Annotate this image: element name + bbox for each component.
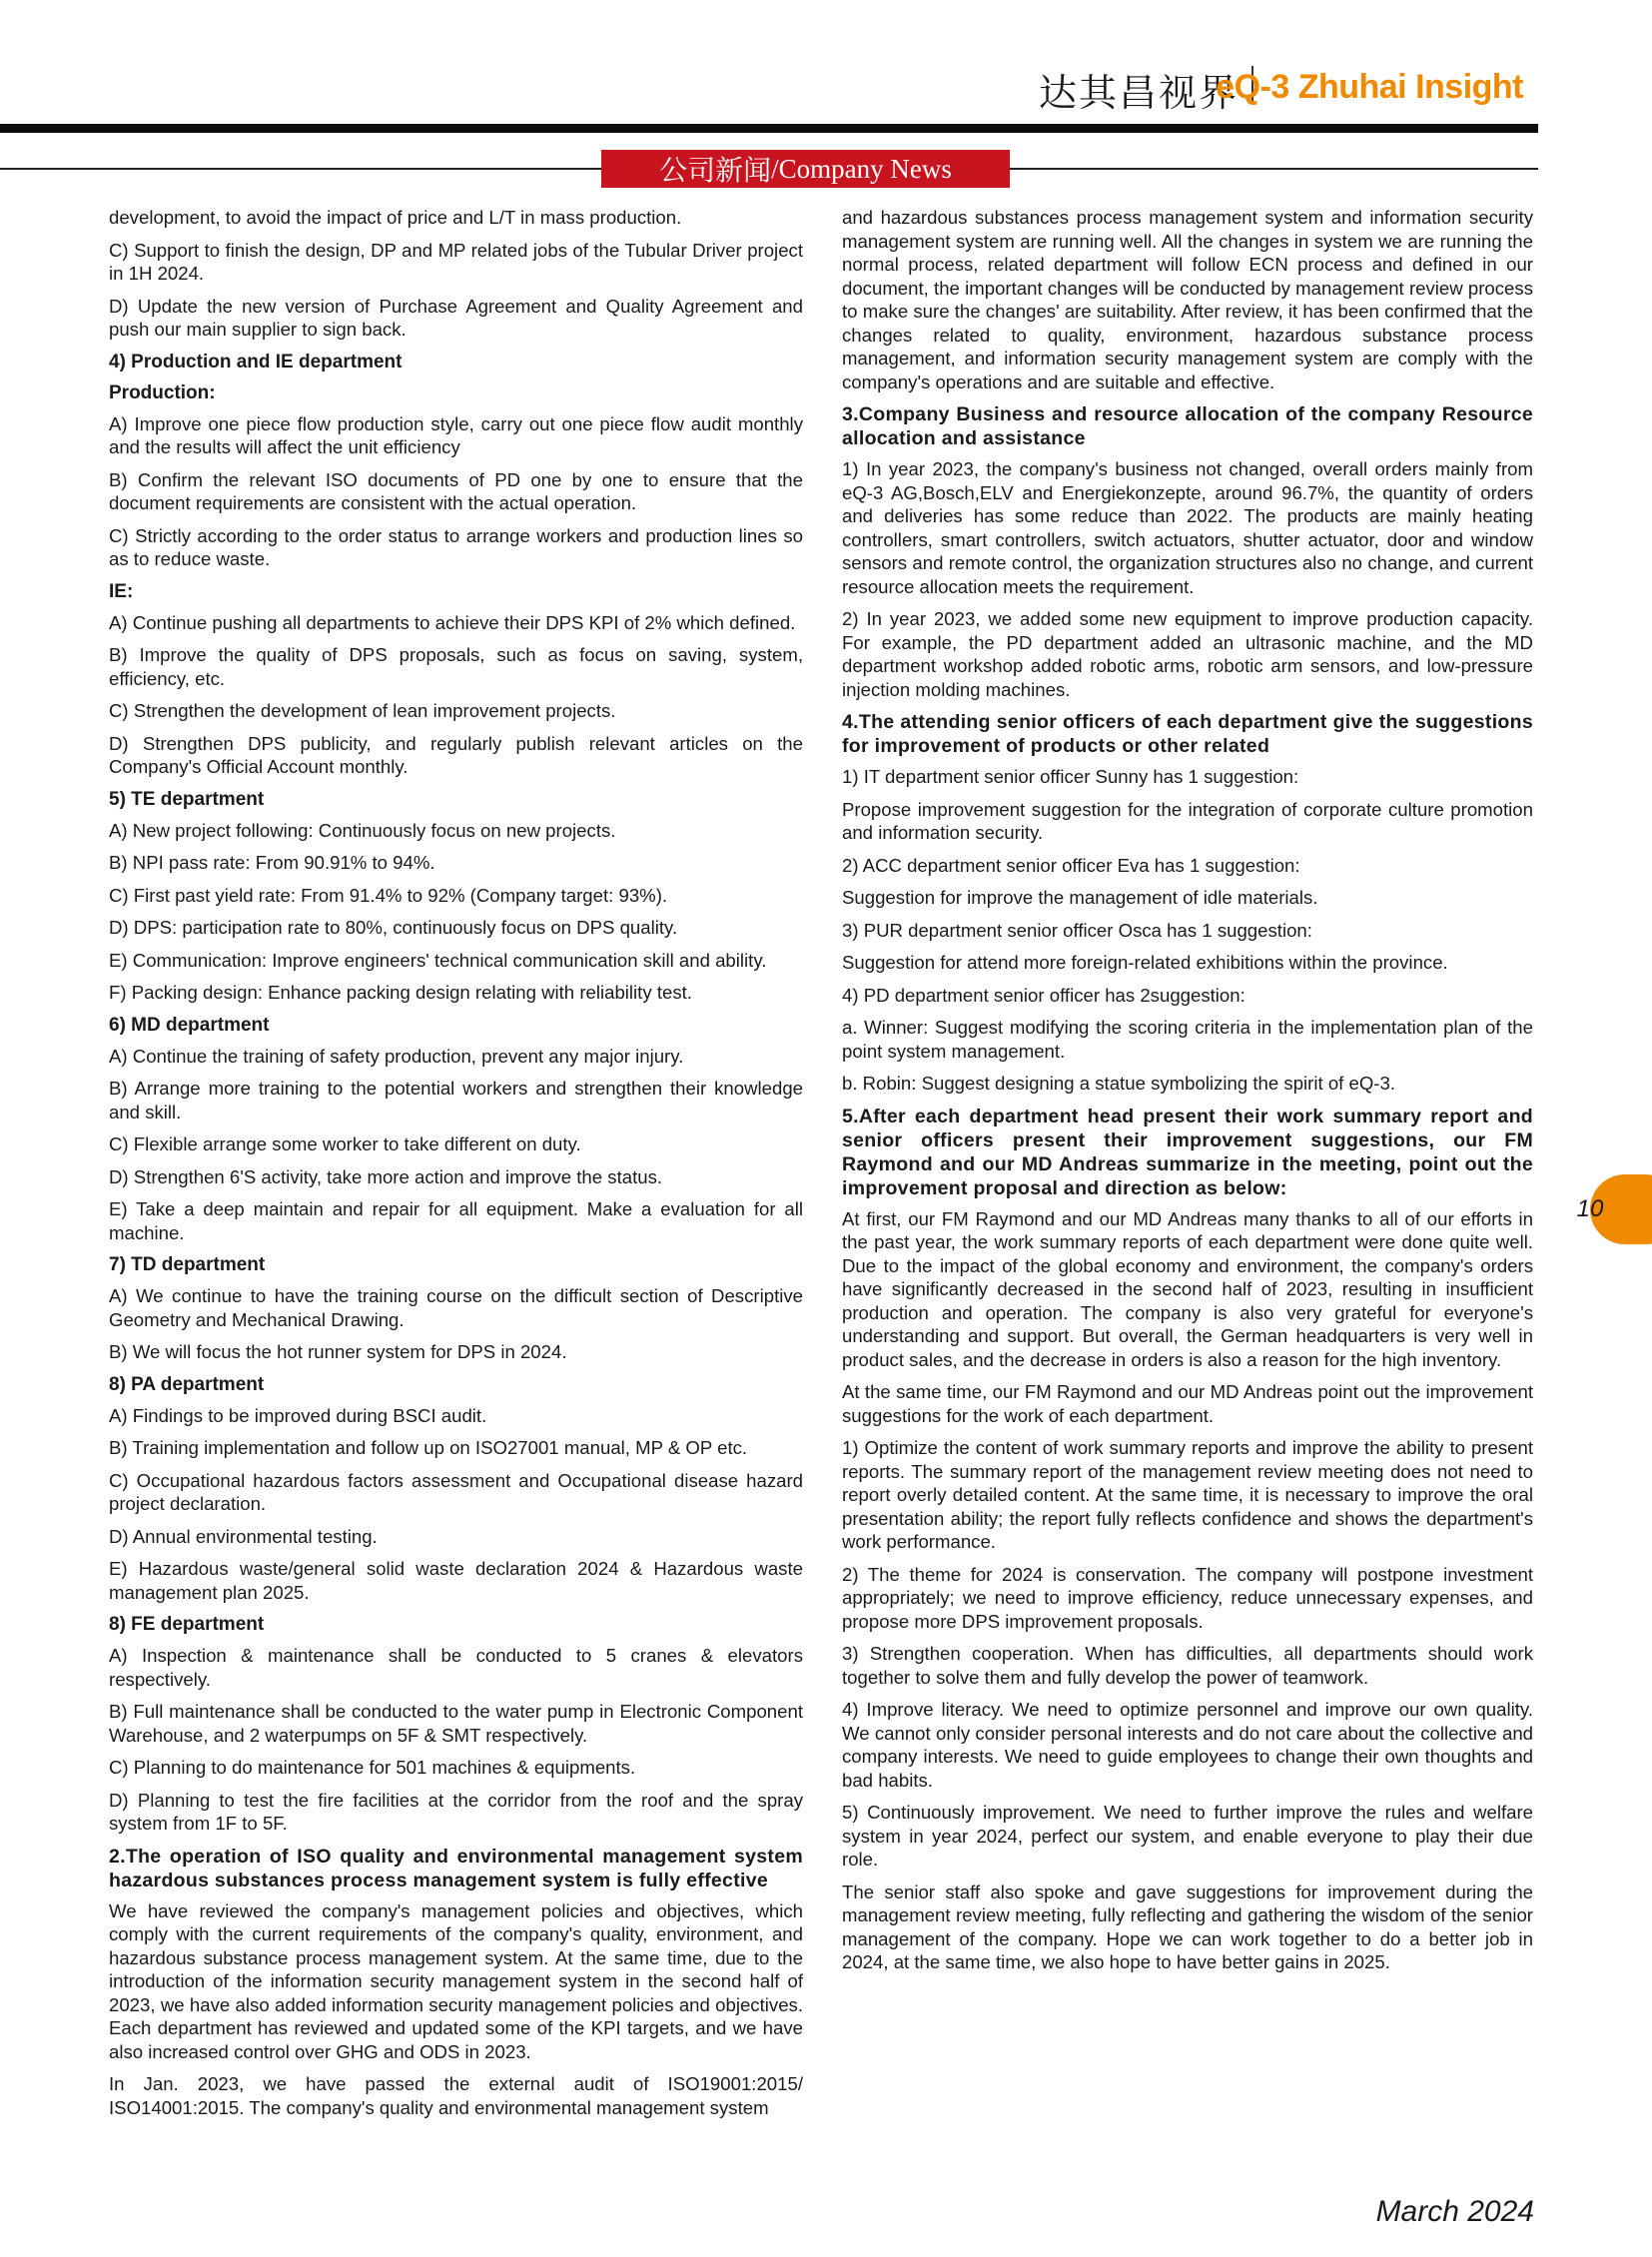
- section-heading: 5) TE department: [109, 788, 265, 810]
- paragraph: C) Support to finish the design, DP and MP related jobs of the Tubular Driver project in 1H 2024.: [109, 239, 803, 284]
- paragraph: B) We will focus the hot runner system for DPS in 2024.: [109, 1341, 567, 1362]
- paragraph: 2) ACC department senior officer Eva has 1 suggestion:: [842, 854, 1300, 876]
- paragraph: D) Planning to test the fire facilities at the corridor from the roof and the spray system from 1F to 5F.: [109, 1789, 803, 1834]
- paragraph: B) Confirm the relevant ISO documents of PD one by one to ensure that the document requirements are consistent with the actual operation.: [109, 468, 803, 513]
- paragraph: 5) Continuously improvement. We need to further improve the rules and welfare system in year 2024, perfect our system, and enable everyone to play their due role.: [842, 1802, 1533, 1870]
- paragraph: At first, our FM Raymond and our MD Andreas many thanks to all of our efforts in the past year, the work summary reports of each department were done quite well. Due to the impact of the global economy and environment, the company's orders have significantly decreased in the second half of 2023, resulting in insufficient production and operation. The company is also very grateful for everyone's understanding and support. But overall, the German headquarters is very well in product sales, and the decrease in orders is also a reason for the high inventory.: [842, 1207, 1533, 1370]
- section-heading: 2.The operation of ISO quality and environmental management system hazardous substances process management system is fully effective: [109, 1845, 803, 1891]
- section-heading: 6) MD department: [109, 1014, 270, 1036]
- paragraph: A) Improve one piece flow production style, carry out one piece flow audit monthly and the results will affect the unit efficiency: [109, 412, 803, 457]
- paragraph: D) DPS: participation rate to 80%, continuously focus on DPS quality.: [109, 917, 678, 938]
- paragraph: A) New project following: Continuously focus on new projects.: [109, 819, 616, 841]
- section-heading: 8) FE department: [109, 1614, 265, 1635]
- paragraph: B) Full maintenance shall be conducted to the water pump in Electronic Component Warehouse, and 2 waterpumps on 5F & SMT respectively.: [109, 1701, 803, 1746]
- section-heading: 7) TD department: [109, 1254, 266, 1275]
- paragraph: E) Communication: Improve engineers' technical communication skill and ability.: [109, 949, 767, 971]
- section-heading: 5.After each department head present their work summary report and senior officers present their improvement suggestions, our FM Raymond and our MD Andreas summarize in the meeting, point out the improvement proposal and direction as below:: [842, 1105, 1533, 1199]
- paragraph: A) Continue pushing all departments to achieve their DPS KPI of 2% which defined.: [109, 611, 796, 633]
- header-rule: [0, 124, 1538, 133]
- paragraph: C) Occupational hazardous factors assessment and Occupational disease hazard project declaration.: [109, 1469, 803, 1514]
- paragraph: Suggestion for attend more foreign-related exhibitions within the province.: [842, 952, 1448, 973]
- article-left-column: [109, 206, 803, 2128]
- paragraph: A) Inspection & maintenance shall be conducted to 5 cranes & elevators respectively.: [109, 1645, 803, 1690]
- paragraph: D) Update the new version of Purchase Agreement and Quality Agreement and push our main supplier to sign back.: [109, 295, 803, 340]
- paragraph: 1) In year 2023, the company's business not changed, overall orders mainly from eQ-3 AG,Bosch,ELV and Energiekonzepte, around 96.7%, the quantity of orders and deliveries has some reduce than 2022. The products are mainly heating controllers, smart controllers, switch actuators, shutter actuator, door and window sensors and remote control, the organization structures also no change, and current resource allocation meets the requirement.: [842, 458, 1533, 597]
- section-heading: 4.The attending senior officers of each department give the suggestions for improvement of products or other related: [842, 711, 1533, 757]
- paragraph: At the same time, our FM Raymond and our MD Andreas point out the improvement suggestions for the work of each department.: [842, 1381, 1533, 1426]
- paragraph: Propose improvement suggestion for the integration of corporate culture promotion and information security.: [842, 798, 1533, 843]
- page-number: 10: [1576, 1195, 1604, 1222]
- paragraph: B) Training implementation and follow up on ISO27001 manual, MP & OP etc.: [109, 1437, 748, 1458]
- paragraph: 3) PUR department senior officer Osca has 1 suggestion:: [842, 919, 1312, 941]
- section-heading: Production:: [109, 381, 216, 403]
- paragraph: development, to avoid the impact of price and L/T in mass production.: [109, 207, 682, 228]
- paragraph: A) Findings to be improved during BSCI audit.: [109, 1404, 487, 1426]
- article-right-column: [842, 206, 1533, 1983]
- paragraph: C) Strictly according to the order status to arrange workers and production lines so as to reduce waste.: [109, 524, 803, 569]
- section-heading: 8) PA department: [109, 1373, 265, 1395]
- paragraph: C) Planning to do maintenance for 501 machines & equipments.: [109, 1757, 636, 1778]
- paragraph: b. Robin: Suggest designing a statue symbolizing the spirit of eQ-3.: [842, 1073, 1395, 1094]
- section-heading: IE:: [109, 580, 134, 602]
- paragraph: C) First past yield rate: From 91.4% to 92% (Company target: 93%).: [109, 884, 668, 906]
- paragraph: C) Strengthen the development of lean improvement projects.: [109, 700, 616, 721]
- paragraph: D) Annual environmental testing.: [109, 1525, 378, 1547]
- paragraph: C) Flexible arrange some worker to take different on duty.: [109, 1133, 581, 1154]
- paragraph: and hazardous substances process management system and information security management system are running well. All the changes in system we are running the normal process, related department will follow ECN process and defined in our document, the important changes will be conducted by management review process to make sure the changes' are suitability. After review, it has been confirmed that the changes related to quality, environment, hazardous substance process management, and information security management system are comply with the company's operations and are suitable and effective.: [842, 207, 1533, 392]
- paragraph: The senior staff also spoke and gave suggestions for improvement during the management review meeting, fully reflecting and gathering the wisdom of the senior management of the company. Hope we can work together to do a better job in 2024, at the same time, we also hope to have better gains in 2025.: [842, 1881, 1533, 1972]
- paragraph: A) We continue to have the training course on the difficult section of Descriptive Geometry and Mechanical Drawing.: [109, 1285, 803, 1330]
- paragraph: 4) PD department senior officer has 2suggestion:: [842, 984, 1245, 1006]
- masthead-english-title: eQ-3 Zhuhai Insight: [1216, 68, 1523, 106]
- paragraph: E) Hazardous waste/general solid waste declaration 2024 & Hazardous waste management plan 2025.: [109, 1558, 803, 1603]
- paragraph: We have reviewed the company's management policies and objectives, which comply with the current requirements of the company's quality, environment, and hazardous substance process management system. At the same time, due to the introduction of the information security management system in the second half of 2023, we have also added information security management policies and objectives. Each department has reviewed and updated some of the KPI targets, and we have also increased control over GHG and ODS in 2023.: [109, 1899, 803, 2062]
- paragraph: E) Take a deep maintain and repair for all equipment. Make a evaluation for all machine.: [109, 1198, 803, 1243]
- paragraph: a. Winner: Suggest modifying the scoring criteria in the implementation plan of the point system management.: [842, 1017, 1533, 1062]
- paragraph: B) NPI pass rate: From 90.91% to 94%.: [109, 852, 435, 873]
- section-heading: 3.Company Business and resource allocation of the company Resource allocation and assistance: [842, 403, 1533, 449]
- section-label-english: Company News: [778, 153, 952, 184]
- section-heading: 4) Production and IE department: [109, 351, 403, 373]
- section-label-separator: /: [771, 153, 779, 184]
- paragraph: 4) Improve literacy. We need to optimize personnel and improve our own quality. We cannot only consider personal interests and do not care about the collective and company interests. We need to guide employees to change their own thoughts and bad habits.: [842, 1699, 1533, 1791]
- masthead-chinese-title: 达其昌视界: [1038, 71, 1239, 115]
- issue-date: March 2024: [1375, 2195, 1534, 2228]
- paragraph: In Jan. 2023, we have passed the external audit of ISO19001:2015/ ISO14001:2015. The company's quality and environmental management system: [109, 2073, 803, 2118]
- paragraph: Suggestion for improve the management of idle materials.: [842, 887, 1318, 908]
- paragraph: D) Strengthen DPS publicity, and regularly publish relevant articles on the Company's Official Account monthly.: [109, 732, 803, 777]
- paragraph: F) Packing design: Enhance packing design relating with reliability test.: [109, 982, 692, 1003]
- paragraph: 1) IT department senior officer Sunny has 1 suggestion:: [842, 766, 1299, 787]
- paragraph: B) Arrange more training to the potential workers and strengthen their knowledge and skill.: [109, 1078, 803, 1123]
- paragraph: 1) Optimize the content of work summary reports and improve the ability to present reports. The summary report of the management review meeting does not need to report overly detailed content. At the same time, it is necessary to improve the oral presentation ability; the report fully reflects confidence and shows the department's work performance.: [842, 1437, 1533, 1552]
- masthead: [0, 62, 1538, 122]
- paragraph: A) Continue the training of safety production, prevent any major injury.: [109, 1045, 684, 1067]
- paragraph: D) Strengthen 6'S activity, take more action and improve the status.: [109, 1165, 663, 1187]
- section-banner: [601, 150, 1010, 188]
- section-label-chinese: 公司新闻: [659, 154, 772, 187]
- paragraph: 2) The theme for 2024 is conservation. The company will postpone investment appropriately; we need to improve efficiency, reduce unnecessary expenses, and propose more DPS improvement proposals.: [842, 1563, 1533, 1632]
- paragraph: 3) Strengthen cooperation. When has difficulties, all departments should work together to solve them and fully develop the power of teamwork.: [842, 1643, 1533, 1688]
- paragraph: B) Improve the quality of DPS proposals, such as focus on saving, system, efficiency, etc.: [109, 644, 803, 689]
- paragraph: 2) In year 2023, we added some new equipment to improve production capacity. For example, the PD department added an ultrasonic machine, and the MD department workshop added robotic arms, robotic arm sensors, and low-pressure injection molding machines.: [842, 608, 1533, 700]
